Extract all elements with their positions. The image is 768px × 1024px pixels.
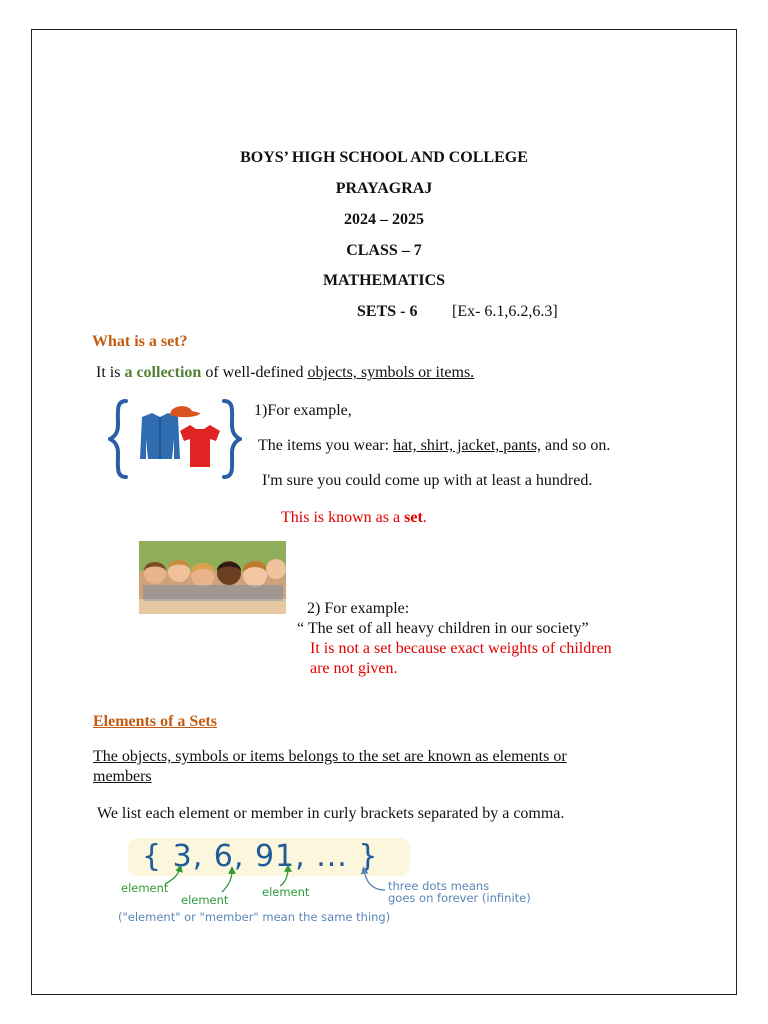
elements-def-line1: The objects, symbols or items belongs to the set are known as elements or (93, 748, 567, 765)
elements-def-line2: members (93, 768, 152, 785)
line1-suffix: and so on. (541, 437, 611, 454)
topic-label: SETS - 6 (357, 303, 418, 320)
subject-label: MATHEMATICS (322, 272, 446, 289)
def-prefix: It is (96, 364, 125, 381)
school-name: BOYS’ HIGH SCHOOL AND COLLEGE (240, 149, 528, 166)
def-underlined: objects, symbols or items. (307, 364, 475, 381)
known-prefix: This is known as a (281, 509, 405, 526)
line1-prefix: The items you wear: (258, 437, 394, 454)
example2-label (307, 600, 409, 618)
clothes-set-image (108, 397, 242, 481)
known-as-set (281, 509, 427, 527)
session-year: 2024 – 2025 (344, 211, 424, 228)
example2-quote: “ The set of all heavy children in our society” (297, 620, 589, 637)
cap-icon (170, 406, 200, 417)
line1-underlined: hat, shirt, jacket, pants, (393, 437, 542, 454)
label-element-3: element (262, 885, 310, 899)
label-element-1: element (121, 881, 169, 895)
example2-note-line2: are not given. (310, 660, 398, 677)
jacket-icon (140, 413, 180, 459)
heading-what-is-set: What is a set? (92, 333, 188, 350)
example2-label-text: 2) For example: (307, 600, 410, 617)
label-dots-line2: goes on forever (infinite) (388, 891, 531, 905)
example1-label: 1)For example, (254, 402, 352, 419)
children-photo (139, 541, 286, 614)
notation-footnote: ("element" or "member" mean the same thing) (118, 910, 391, 924)
arrow-element-2 (222, 870, 232, 892)
def-highlight: a collection (124, 364, 202, 381)
class-label: CLASS – 7 (346, 242, 422, 259)
arrow-dots (364, 870, 385, 890)
def-middle: of well-defined (201, 364, 308, 381)
tshirt-icon (180, 425, 220, 467)
known-suffix: . (422, 509, 427, 526)
example1-line2: I'm sure you could come up with at least a hundred. (262, 472, 593, 489)
arrow-element-3 (280, 868, 288, 886)
known-bold: set (404, 509, 423, 526)
label-element-2: element (181, 893, 229, 907)
example1-line1 (258, 437, 610, 455)
elements-list-line: We list each element or member in curly brackets separated by a comma. (97, 805, 565, 822)
heading-elements: Elements of a Sets (93, 713, 217, 730)
example2-note-line1: It is not a set because exact weights of children (310, 640, 612, 657)
set-definition (96, 364, 474, 382)
city-name: PRAYAGRAJ (335, 180, 433, 197)
set-notation: { 3, 6, 91, ... } (142, 839, 379, 874)
exercise-range: [Ex- 6.1,6.2,6.3] (452, 303, 558, 320)
label-dots-line1: three dots means (388, 879, 490, 893)
